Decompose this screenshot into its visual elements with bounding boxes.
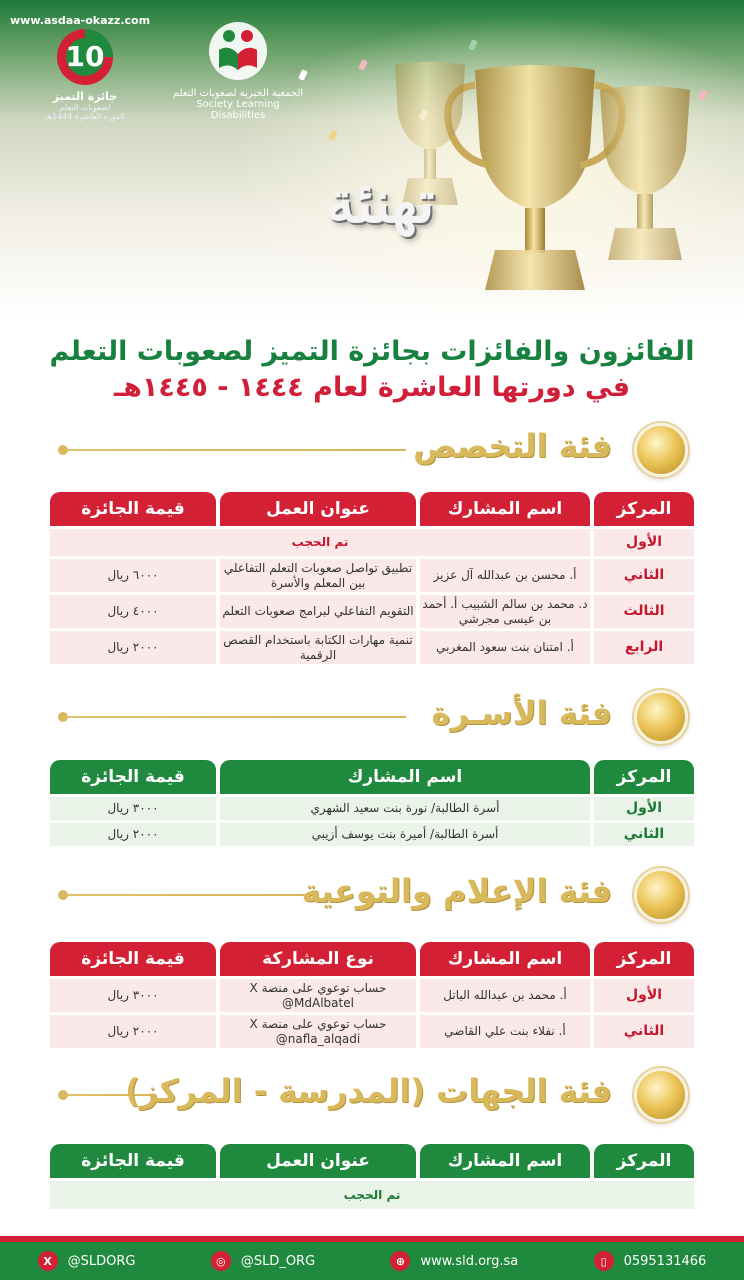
type-cell: حساب توعوي على منصة X @MdAlbatel (220, 979, 416, 1012)
category-title: فئة التخصص (413, 427, 612, 465)
table-row (50, 595, 694, 628)
rank-cell: الرابع (594, 631, 694, 664)
header-type: نوع المشاركة (220, 942, 416, 976)
name-cell: أ. امتنان بنت سعود المغربي (420, 631, 590, 664)
page-title: الفائزون والفائزات بجائزة التميز لصعوبات التعلم (49, 336, 695, 367)
header-prize: قيمة الجائزة (50, 760, 216, 794)
rank-cell: الثاني (594, 559, 694, 592)
page-subtitle: في دورتها العاشرة لعام ١٤٤٤ - ١٤٤٥هـ (113, 372, 631, 403)
table-row (50, 1181, 694, 1209)
association-name-ar: الجمعية الخيرية لصعوبات التعلم (172, 88, 304, 99)
congrats-heading: تهنئة (325, 168, 435, 236)
header-banner (0, 0, 744, 320)
table-row (50, 529, 694, 556)
name-cell: أ. محمد بن عبدالله الباتل (420, 979, 590, 1012)
x-handle-text: @SLDORG (67, 1253, 136, 1269)
header-rank: المركز (594, 492, 694, 526)
gold-medal-icon (634, 690, 688, 744)
rank-cell: الأول (594, 529, 694, 556)
entities-table (50, 1144, 694, 1209)
type-cell: حساب توعوي على منصة X @nafla_alqadi (220, 1015, 416, 1048)
table-row (50, 797, 694, 820)
name-cell: أسرة الطالبة/ أميرة بنت يوسف أزيبي (220, 823, 590, 846)
header-rank: المركز (594, 1144, 694, 1178)
gold-medal-icon (634, 868, 688, 922)
category-title: فئة الإعلام والتوعية (301, 872, 612, 910)
header-work: عنوان العمل (220, 492, 416, 526)
award-badge (54, 26, 116, 88)
family-table (50, 760, 694, 846)
header-prize: قيمة الجائزة (50, 1144, 216, 1178)
rank-cell: الأول (594, 797, 694, 820)
phone-icon: ▯ (594, 1251, 614, 1271)
header-name: اسم المشارك (220, 760, 590, 794)
header-name: اسم المشارك (420, 942, 590, 976)
association-logo (168, 20, 308, 121)
header-rank: المركز (594, 942, 694, 976)
divider-line (66, 716, 406, 718)
category-header-media (58, 870, 688, 920)
work-cell: تنمية مهارات الكتابة باستخدام القصص الرقمية (220, 631, 416, 664)
name-cell: أسرة الطالبة/ نورة بنت سعيد الشهري (220, 797, 590, 820)
category-title: فئة الجهات (المدرسة - المركز) (125, 1072, 612, 1110)
table-header (50, 492, 694, 526)
phone-text: 0595131466 (623, 1253, 707, 1269)
table-row (50, 631, 694, 664)
gold-medal-icon (634, 423, 688, 477)
header-work: عنوان العمل (220, 1144, 416, 1178)
prize-cell: ٢٠٠٠ ريال (50, 631, 216, 664)
table-header (50, 1144, 694, 1178)
book-figures-icon (207, 20, 269, 82)
association-name-en: Society Learning Disabilities (196, 99, 280, 121)
rank-cell: الثاني (594, 1015, 694, 1048)
table-row (50, 823, 694, 846)
work-cell: تطبيق تواصل صعوبات التعلم التفاعلي بين المعلم والأسرة (220, 559, 416, 592)
media-table (50, 942, 694, 1048)
table-row (50, 1015, 694, 1048)
contact-footer (0, 1236, 744, 1280)
award-edition: الدورة العاشرة 1444هـ (45, 112, 125, 121)
divider-line (66, 894, 306, 896)
category-header-entities (58, 1070, 688, 1120)
table-header (50, 942, 694, 976)
instagram-handle-text: @SLD_ORG (240, 1253, 316, 1269)
prize-cell: ٦٠٠٠ ريال (50, 559, 216, 592)
instagram-handle[interactable] (211, 1251, 315, 1271)
category-title: فئة الأسـرة (431, 694, 612, 732)
name-cell: أ. محسن بن عبدالله آل عزيز (420, 559, 590, 592)
prize-cell: ٣٠٠٠ ريال (50, 979, 216, 1012)
header-prize: قيمة الجائزة (50, 492, 216, 526)
divider-line (66, 449, 406, 451)
header-rank: المركز (594, 760, 694, 794)
site-watermark: www.asdaa-okazz.com (10, 14, 151, 27)
work-cell: التقويم التفاعلي لبرامج صعوبات التعلم (220, 595, 416, 628)
specialization-table (50, 492, 694, 664)
table-header (50, 760, 694, 794)
prize-cell: ٢٠٠٠ ريال (50, 1015, 216, 1048)
rank-cell: الثالث (594, 595, 694, 628)
table-row (50, 559, 694, 592)
prize-cell: ٢٠٠٠ ريال (50, 823, 216, 846)
instagram-icon: ◎ (211, 1251, 231, 1271)
award-title: جائزة التميز (52, 90, 118, 103)
x-icon: X (38, 1251, 58, 1271)
header-name: اسم المشارك (420, 492, 590, 526)
name-cell: د. محمد بن سالم الشبيب أ. أحمد بن عيسى مجرشي (420, 595, 590, 628)
award-subtitle: لصعوبات التعلم (59, 103, 111, 112)
table-row (50, 979, 694, 1012)
withheld-cell: تم الحجب (50, 529, 590, 556)
category-header-family (58, 692, 688, 742)
rank-cell: الثاني (594, 823, 694, 846)
award-logo (40, 26, 130, 121)
website-link[interactable] (390, 1251, 518, 1271)
gold-medal-icon (634, 1068, 688, 1122)
header-name: اسم المشارك (420, 1144, 590, 1178)
x-handle[interactable] (38, 1251, 136, 1271)
header-prize: قيمة الجائزة (50, 942, 216, 976)
rank-cell: الأول (594, 979, 694, 1012)
globe-icon: ⊕ (390, 1251, 410, 1271)
phone-number[interactable] (594, 1251, 707, 1271)
category-header-specialization (58, 425, 688, 475)
website-text: www.sld.org.sa (420, 1253, 519, 1269)
withheld-cell: تم الحجب (50, 1181, 694, 1209)
award-number: 10 (65, 40, 105, 73)
prize-cell: ٤٠٠٠ ريال (50, 595, 216, 628)
name-cell: أ. نفلاء بنت علي القاضي (420, 1015, 590, 1048)
prize-cell: ٣٠٠٠ ريال (50, 797, 216, 820)
trophy-icon (580, 70, 710, 270)
